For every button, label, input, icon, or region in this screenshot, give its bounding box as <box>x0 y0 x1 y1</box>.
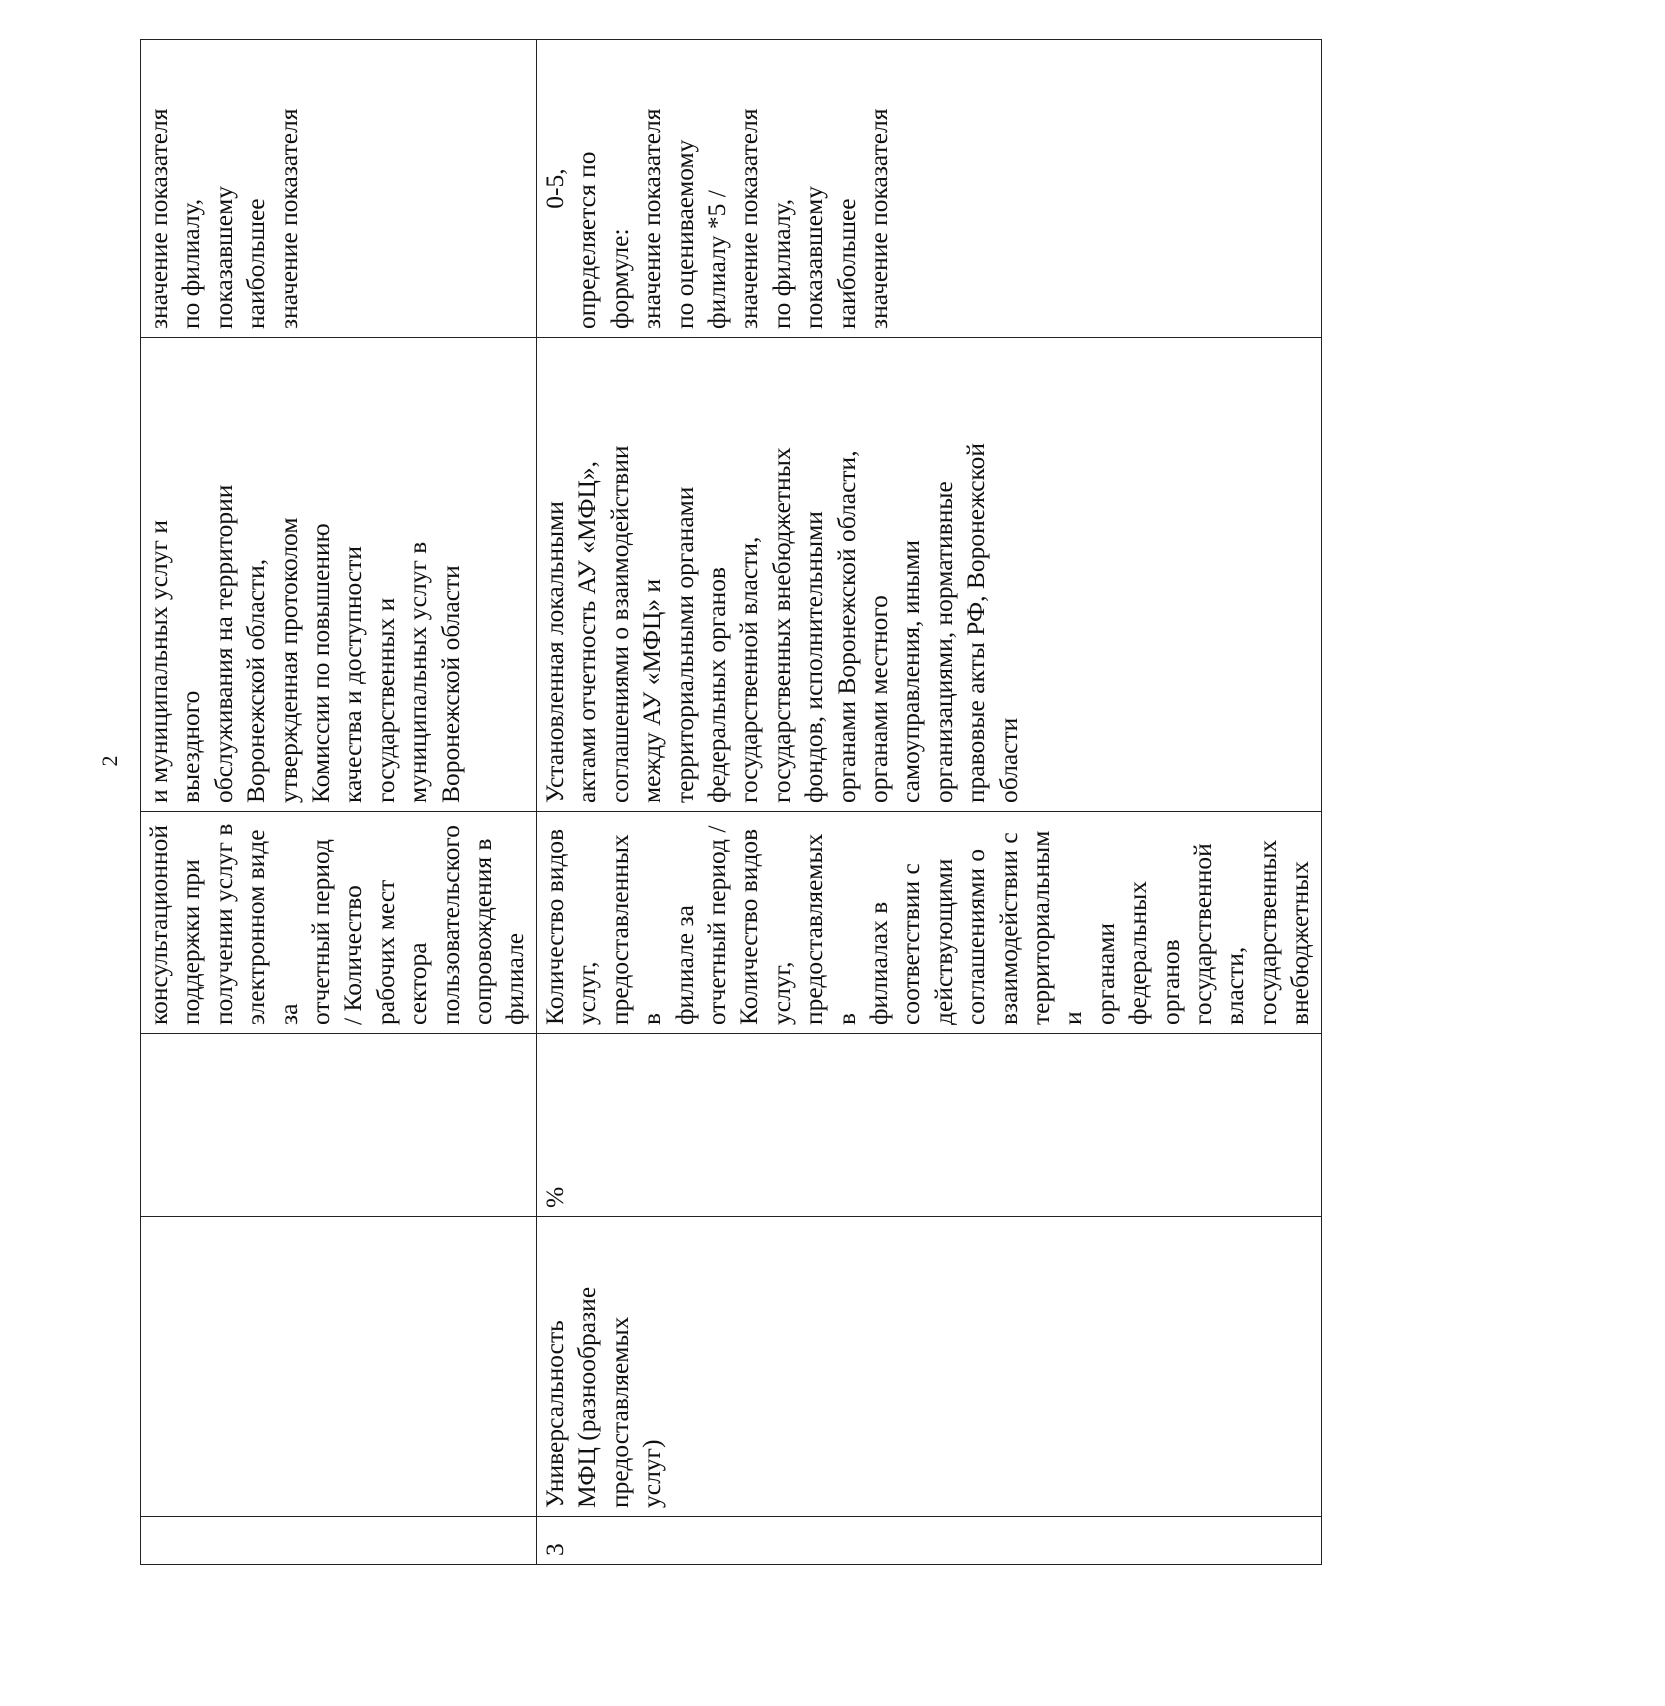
cell-number <box>141 1517 537 1565</box>
table-row <box>141 40 537 1565</box>
indicators-table <box>140 39 1322 1565</box>
cell-score: значение показателя по филиалу, показавшему наибольшее значение показателя <box>141 40 537 338</box>
cell-formula: консультационной поддержки при получении услуг в электронном виде за отчетный период / Количество рабочих мест сектора пользовательского сопровождения в филиале <box>141 812 537 1034</box>
cell-number: 3 <box>536 1517 1321 1565</box>
page-number: 2 <box>97 755 122 767</box>
cell-formula: Количество видов услуг, предоставленных в филиале за отчетный период / Количество видов услуг, предоставляемых в филиалах в соответствии с действующими соглашениями о взаимодействии с территориальными органами федеральных органов государственной власти, государственных внебюджетных <box>536 812 1321 1034</box>
rotated-table-wrapper <box>140 40 1665 1556</box>
cell-unit <box>141 1034 537 1217</box>
cell-unit: % <box>536 1034 1321 1217</box>
cell-score: 0-5, определяется по формуле: значение показателя по оцениваемому филиалу *5 / значение показателя по филиалу, показавшему наибольшее значение показателя <box>536 40 1321 338</box>
cell-source: Установленная локальными актами отчетность АУ «МФЦ», соглашениями о взаимодействии между АУ «МФЦ» и территориальными органами федеральных органов государственной власти, государственных внебюджетных фондов, исполнительными органами Воронежской области, органами местного самоуправления, иными организациями, нормативные правовые акты РФ, Воронежской области <box>536 338 1321 812</box>
cell-source: и муниципальных услуг и выездного обслуживания на территории Воронежской области, утвержденная протоколом Комиссии по повышению качества и доступности государственных и муниципальных услуг в Воронежской области <box>141 338 537 812</box>
table-row <box>536 40 1321 1565</box>
cell-criterion: Универсальность МФЦ (разнообразие предоставляемых услуг) <box>536 1217 1321 1517</box>
cell-criterion <box>141 1217 537 1517</box>
